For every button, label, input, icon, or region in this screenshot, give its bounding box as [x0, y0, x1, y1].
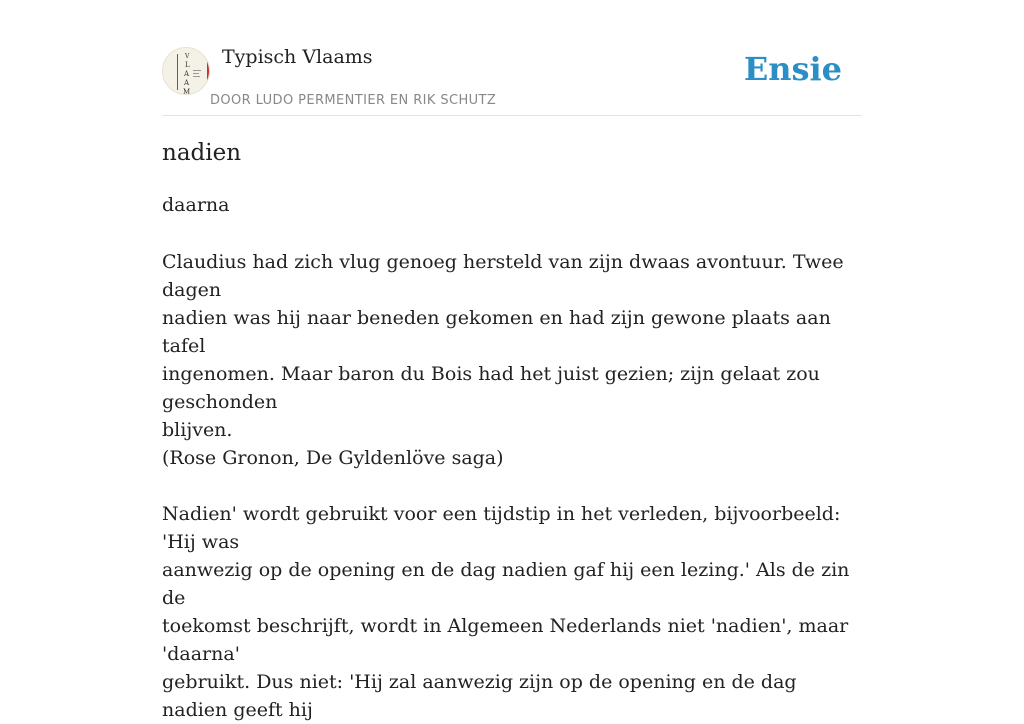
svg-text:V: V: [185, 53, 190, 60]
book-title[interactable]: Typisch Vlaams: [222, 46, 373, 68]
explanation-line: aanwezig op de opening en de dag nadien gaf hij een lezing.' Als de zin de: [162, 559, 850, 609]
example-line: Claudius had zich vlug genoeg hersteld van zijn dwaas avontuur. Twee dagen: [162, 251, 844, 301]
page-container: [162, 0, 862, 721]
explanation-line: Nadien' wordt gebruikt voor een tijdstip in het verleden, bijvoorbeeld: 'Hij was: [162, 503, 841, 553]
paragraph-gap: [162, 472, 862, 500]
svg-text:L: L: [185, 61, 190, 69]
svg-text:M: M: [183, 88, 191, 95]
header: [162, 0, 862, 116]
svg-text:A: A: [184, 79, 190, 87]
explanation-line: toekomst beschrijft, wordt in Algemeen Nederlands niet 'nadien', maar 'daarna': [162, 615, 849, 665]
ensie-logo-link[interactable]: Ensie: [743, 50, 842, 88]
svg-text:A: A: [184, 70, 190, 78]
entry-body: [162, 248, 862, 724]
example-line: nadien was hij naar beneden gekomen en had zijn gewone plaats aan tafel: [162, 307, 831, 357]
example-line: ingenomen. Maar baron du Bois had het juist gezien; zijn gelaat zou geschonden: [162, 363, 820, 413]
example-source: (Rose Gronon, De Gyldenlöve saga): [162, 447, 504, 469]
entry-definition: daarna: [162, 194, 230, 216]
explanation-line: gebruikt. Dus niet: 'Hij zal aanwezig zijn op de opening en de dag nadien geeft hij: [162, 671, 797, 721]
book-cover-icon[interactable]: [162, 47, 210, 95]
book-authors: DOOR LUDO PERMENTIER EN RIK SCHUTZ: [210, 93, 497, 108]
example-line: blijven.: [162, 419, 233, 441]
entry-title: nadien: [162, 140, 242, 166]
